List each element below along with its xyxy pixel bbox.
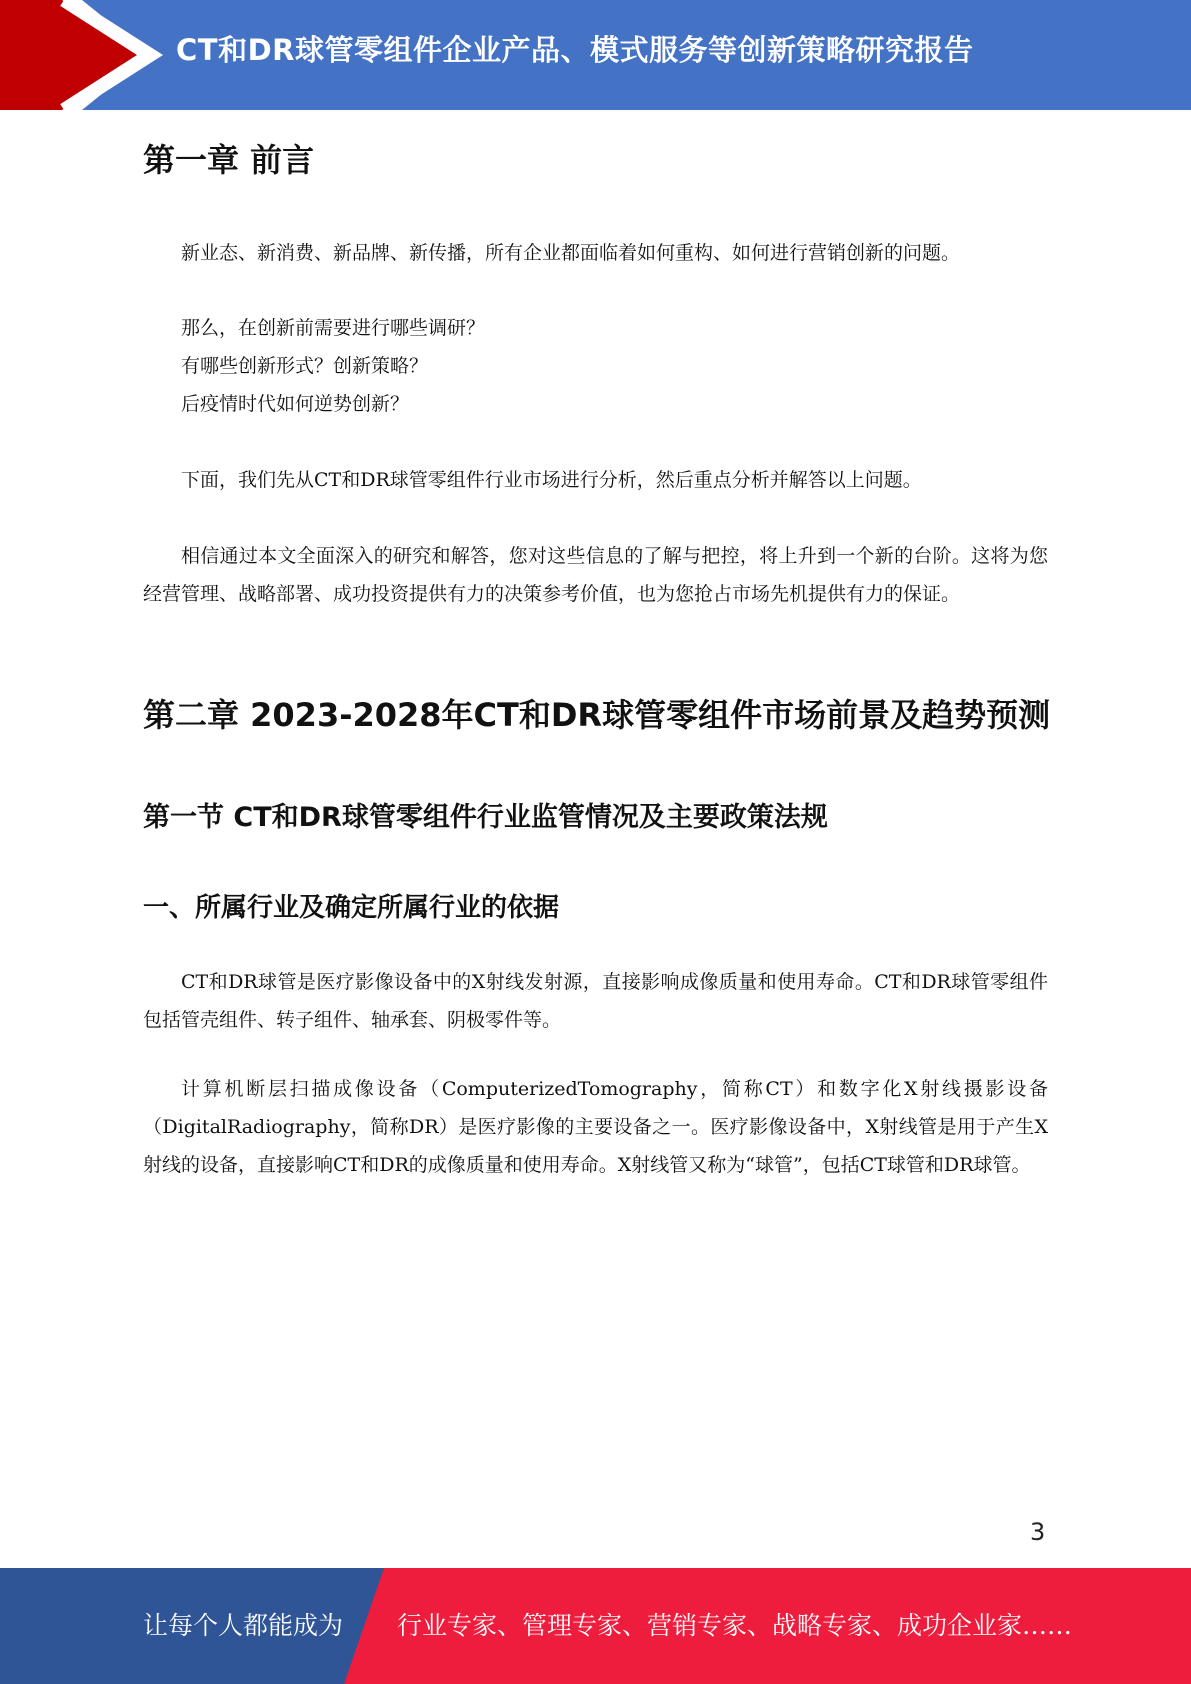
chapter1-paragraph: 新业态、新消费、新品牌、新传播，所有企业都面临着如何重构、如何进行营销创新的问题。 [181, 242, 961, 264]
subsection1-title: 一、所属行业及确定所属行业的依据 [143, 893, 560, 923]
chapter1-question: 那么，在创新前需要进行哪些调研？ [181, 317, 486, 339]
section1-title: 第一节 CT和DR球管零组件行业监管情况及主要政策法规 [143, 802, 828, 833]
report-title: CT和DR球管零组件企业产品、模式服务等创新策略研究报告 [176, 33, 974, 67]
chapter1-title: 第一章 前言 [143, 141, 315, 179]
page-header [0, 0, 1191, 110]
chapter1-question: 有哪些创新形式？创新策略？ [181, 355, 429, 377]
chapter1-paragraph: 下面，我们先从CT和DR球管零组件行业市场进行分析，然后重点分析并解答以上问题。 [181, 469, 922, 491]
page-number: 3 [1030, 1518, 1046, 1546]
chapter1-paragraph: 相信通过本文全面深入的研究和解答，您对这些信息的了解与把控，将上升到一个新的台阶。这将为您经营管理、战略部署、成功投资提供有力的决策参考价值，也为您抢占市场先机提供有力的保证。 [143, 545, 1048, 605]
page-footer [0, 1568, 1191, 1684]
chapter1-question: 后疫情时代如何逆势创新？ [181, 393, 410, 415]
chapter2-title: 第二章 2023-2028年CT和DR球管零组件市场前景及趋势预测 [143, 696, 1051, 734]
footer-tagline: 行业专家、管理专家、营销专家、战略专家、成功企业家…… [397, 1611, 1073, 1640]
footer-slogan: 让每个人都能成为 [143, 1611, 344, 1640]
subsection1-paragraph: 计算机断层扫描成像设备（ComputerizedTomography，简称CT）和数字化X射线摄影设备（DigitalRadiography，简称DR）是医疗影像的主要设备之一。医疗影像设备中，X射线管是用于产生X射线的设备，直接影响CT和DR的成像质量和使用寿命。X射线管又称为“球管”，包括CT球管和DR球管。 [143, 1078, 1048, 1176]
subsection1-paragraph: CT和DR球管是医疗影像设备中的X射线发射源，直接影响成像质量和使用寿命。CT和DR球管零组件包括管壳组件、转子组件、轴承套、阴极零件等。 [143, 971, 1048, 1031]
